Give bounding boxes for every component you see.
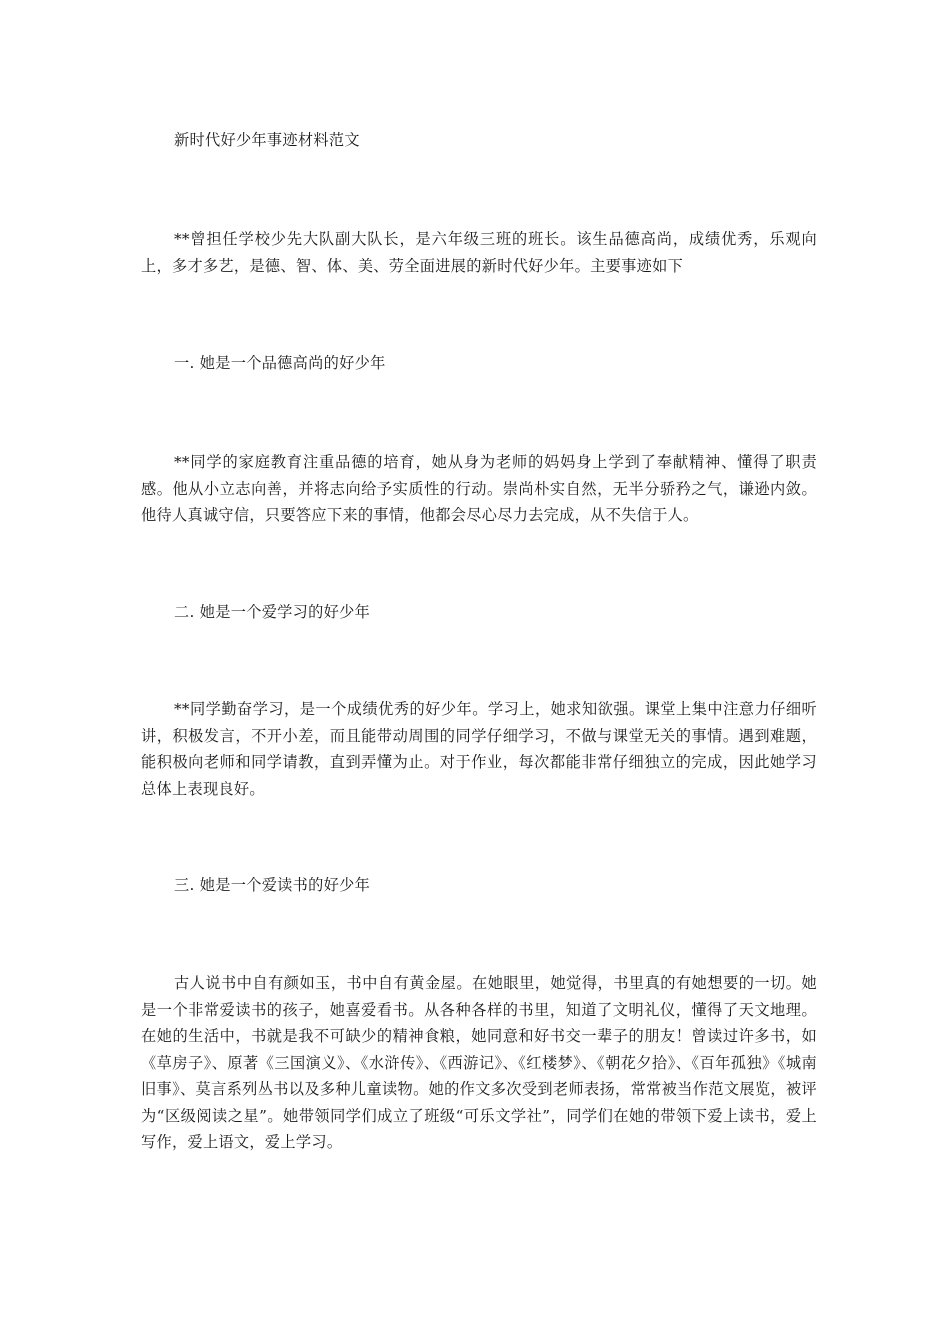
section-heading-1: 一. 她是一个品德高尚的好少年	[174, 354, 386, 372]
section-body-1: **同学的家庭教育注重品德的培育，她从身为老师的妈妈身上学到了奉献精神、懂得了职责感。他从小立志向善，并将志向给予实质性的行动。崇尚朴实自然，无半分骄矜之气，谦逊内敛。他待人真诚守信，只要答应下来的事情，他都会尽心尽力去完成，从不失信于人。	[141, 453, 817, 524]
section-heading-3: 三. 她是一个爱读书的好少年	[174, 876, 371, 894]
intro-paragraph: **曾担任学校少先大队副大队长，是六年级三班的班长。该生品德高尚，成绩优秀，乐观向上，多才多艺，是德、智、体、美、劳全面进展的新时代好少年。主要事迹如下	[141, 230, 817, 275]
document-title: 新时代好少年事迹材料范文	[174, 131, 360, 149]
section-body-2: **同学勤奋学习，是一个成绩优秀的好少年。学习上，她求知欲强。课堂上集中注意力仔细听讲，积极发言，不开小差，而且能带动周围的同学仔细学习，不做与课堂无关的事情。遇到难题，能积极向老师和同学请教，直到弄懂为止。对于作业，每次都能非常仔细独立的完成，因此她学习总体上表现良好。	[141, 700, 817, 798]
section-heading-2: 二. 她是一个爱学习的好少年	[174, 603, 371, 621]
section-body-3: 古人说书中自有颜如玉，书中自有黄金屋。在她眼里，她觉得，书里真的有她想要的一切。她是一个非常爱读书的孩子，她喜爱看书。从各种各样的书里，知道了文明礼仪，懂得了天文地理。在她的生活中，书就是我不可缺少的精神食粮，她同意和好书交一辈子的朋友！曾读过许多书，如《草房子》、原著《三国演义》、《水浒传》、《西游记》、《红楼梦》、《朝花夕拾》、《百年孤独》《城南旧事》、莫言系列丛书以及多种儿童读物。她的作文多次受到老师表扬，常常被当作范文展览，被评为“区级阅读之星”。她带领同学们成立了班级“可乐文学社”，同学们在她的带领下爱上读书，爱上写作，爱上语文，爱上学习。	[141, 974, 817, 1151]
